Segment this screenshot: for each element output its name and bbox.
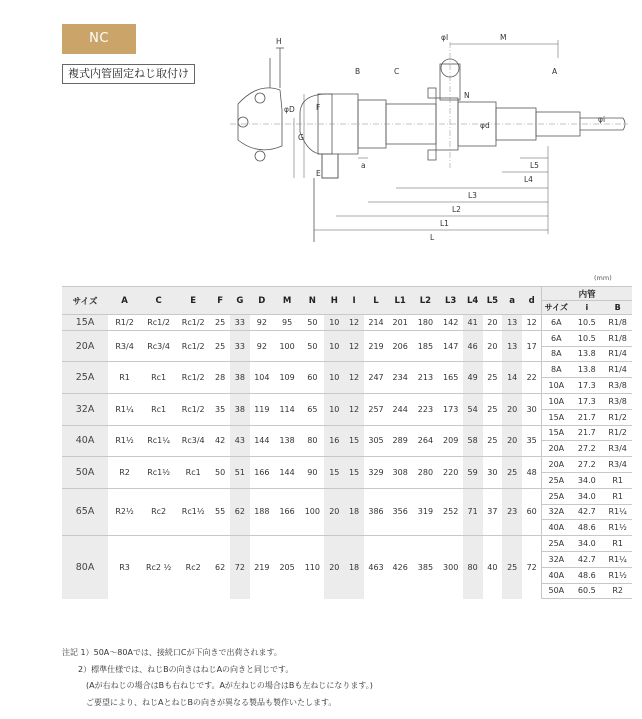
col-header: G	[230, 287, 250, 315]
table-cell: Rc3/4	[141, 330, 176, 362]
table-cell: 10	[324, 330, 344, 362]
col-header: H	[324, 287, 344, 315]
table-cell: 206	[388, 330, 412, 362]
inner-col-header: B	[603, 301, 632, 315]
table-cell: 12	[522, 315, 542, 331]
inner-cell: 15A	[542, 409, 571, 425]
table-cell: 15	[344, 457, 364, 489]
col-header: E	[176, 287, 210, 315]
table-cell: 42	[210, 425, 230, 457]
inner-cell: 27.2	[570, 441, 603, 457]
inner-cell: 42.7	[570, 551, 603, 567]
table-cell: 319	[412, 488, 438, 535]
table-cell: 38	[230, 393, 250, 425]
inner-cell: R1/2	[603, 425, 632, 441]
table-row	[62, 536, 632, 552]
inner-cell: R1½	[603, 520, 632, 536]
table-cell: 25	[502, 536, 522, 599]
inner-cell: 60.5	[570, 583, 603, 599]
table-cell: Rc1/2	[141, 315, 176, 331]
inner-cell: R1/4	[603, 362, 632, 378]
col-header: サイズ	[62, 287, 108, 315]
inner-cell: R1/8	[603, 315, 632, 331]
table-cell: 12	[344, 362, 364, 394]
table-cell: 50	[210, 457, 230, 489]
table-cell: Rc2 ½	[141, 536, 176, 599]
table-cell: R1	[108, 362, 141, 394]
table-cell: 62	[230, 488, 250, 535]
col-header: D	[250, 287, 274, 315]
drawing-label: L3	[468, 191, 477, 200]
table-cell: 80	[463, 536, 483, 599]
inner-cell: 13.8	[570, 362, 603, 378]
table-cell: 60	[300, 362, 324, 394]
table-row	[62, 315, 632, 331]
inner-cell: 25A	[542, 536, 571, 552]
table-cell: 214	[364, 315, 388, 331]
inner-cell: 40A	[542, 520, 571, 536]
inner-cell: 34.0	[570, 472, 603, 488]
table-cell: 48	[522, 457, 542, 489]
drawing-label: G	[298, 133, 304, 142]
drawing-svg	[218, 28, 632, 242]
inner-cell: 25A	[542, 472, 571, 488]
table-cell: 329	[364, 457, 388, 489]
table-cell: 185	[412, 330, 438, 362]
drawing-label: φi	[598, 115, 606, 124]
table-cell: 54	[463, 393, 483, 425]
table-cell: 38	[230, 362, 250, 394]
inner-cell: 21.7	[570, 425, 603, 441]
table-cell: Rc1/2	[176, 362, 210, 394]
table-cell: 305	[364, 425, 388, 457]
drawing-label: H	[276, 37, 282, 46]
table-row	[62, 488, 632, 504]
table-cell: 40	[483, 536, 503, 599]
table-cell: 20	[324, 536, 344, 599]
table-row	[62, 330, 632, 346]
table-cell: 166	[274, 488, 300, 535]
table-cell: 35	[210, 393, 230, 425]
drawing-label: B	[355, 67, 361, 76]
drawing-label: L2	[452, 205, 461, 214]
inner-cell: 20A	[542, 457, 571, 473]
table-cell: 65	[300, 393, 324, 425]
table-cell: 100	[274, 330, 300, 362]
table-cell: 209	[439, 425, 463, 457]
table-cell: 92	[250, 330, 274, 362]
table-cell: 308	[388, 457, 412, 489]
inner-cell: 32A	[542, 551, 571, 567]
table-cell: Rc1	[176, 457, 210, 489]
table-cell: 10	[324, 362, 344, 394]
table-cell: Rc1¼	[141, 425, 176, 457]
table-cell: 219	[364, 330, 388, 362]
table-cell: 59	[463, 457, 483, 489]
inner-cell: R2	[603, 583, 632, 599]
table-cell: 49	[463, 362, 483, 394]
product-subtitle: 複式内管固定ねじ取付け	[62, 64, 195, 84]
table-cell: 41	[463, 315, 483, 331]
table-cell: 12	[344, 330, 364, 362]
col-header: d	[522, 287, 542, 315]
table-cell: 23	[502, 488, 522, 535]
table-cell: Rc1/2	[176, 330, 210, 362]
table-cell: 166	[250, 457, 274, 489]
size-cell: 40A	[62, 425, 108, 457]
inner-cell: 17.3	[570, 393, 603, 409]
table-cell: 12	[344, 315, 364, 331]
inner-cell: 13.8	[570, 346, 603, 362]
table-cell: Rc1	[141, 393, 176, 425]
table-cell: 201	[388, 315, 412, 331]
table-cell: 17	[522, 330, 542, 362]
drawing-label: M	[500, 33, 507, 42]
table-cell: 300	[439, 536, 463, 599]
inner-cell: 8A	[542, 346, 571, 362]
drawing-label: A	[552, 67, 558, 76]
col-header: F	[210, 287, 230, 315]
inner-cell: 48.6	[570, 520, 603, 536]
inner-cell: 48.6	[570, 567, 603, 583]
table-cell: 114	[274, 393, 300, 425]
table-cell: 144	[250, 425, 274, 457]
table-row	[62, 393, 632, 409]
table-cell: 165	[439, 362, 463, 394]
table-cell: 147	[439, 330, 463, 362]
table-cell: 356	[388, 488, 412, 535]
table-cell: 104	[250, 362, 274, 394]
table-cell: 25	[210, 315, 230, 331]
table-cell: 62	[210, 536, 230, 599]
inner-cell: 32A	[542, 504, 571, 520]
inner-cell: R1	[603, 536, 632, 552]
table-cell: 213	[412, 362, 438, 394]
table-cell: 25	[483, 393, 503, 425]
table-cell: R3/4	[108, 330, 141, 362]
table-cell: 20	[502, 425, 522, 457]
note-3: (Aが右ねじの場合はBも右ねじです。Aが左ねじの場合はBも左ねじになります。)	[86, 681, 373, 690]
drawing-label: φD	[284, 105, 295, 114]
inner-cell: 10A	[542, 393, 571, 409]
drawing-label: a	[361, 161, 366, 170]
spec-table	[62, 286, 632, 599]
inner-cell: 40A	[542, 567, 571, 583]
col-header: L1	[388, 287, 412, 315]
table-cell: 14	[502, 362, 522, 394]
table-cell: 20	[483, 315, 503, 331]
size-cell: 65A	[62, 488, 108, 535]
inner-cell: 17.3	[570, 378, 603, 394]
table-cell: 58	[463, 425, 483, 457]
table-cell: 10	[324, 393, 344, 425]
inner-cell: R3/8	[603, 378, 632, 394]
inner-cell: R3/4	[603, 457, 632, 473]
inner-cell: R3/8	[603, 393, 632, 409]
inner-cell: 27.2	[570, 457, 603, 473]
col-header: I	[344, 287, 364, 315]
table-cell: 90	[300, 457, 324, 489]
col-header: C	[141, 287, 176, 315]
table-cell: 33	[230, 330, 250, 362]
table-cell: 257	[364, 393, 388, 425]
table-cell: 426	[388, 536, 412, 599]
table-cell: 264	[412, 425, 438, 457]
table-cell: 72	[230, 536, 250, 599]
table-cell: Rc2	[141, 488, 176, 535]
spec-table-body	[62, 315, 632, 599]
drawing-label: E	[316, 169, 321, 178]
table-cell: Rc2	[176, 536, 210, 599]
table-cell: 223	[412, 393, 438, 425]
table-cell: R2	[108, 457, 141, 489]
table-cell: 55	[210, 488, 230, 535]
table-cell: 10	[324, 315, 344, 331]
table-cell: R1½	[108, 425, 141, 457]
table-cell: 280	[412, 457, 438, 489]
table-cell: Rc1½	[141, 457, 176, 489]
inner-cell: 10.5	[570, 330, 603, 346]
table-cell: 247	[364, 362, 388, 394]
table-cell: 18	[344, 536, 364, 599]
table-cell: 220	[439, 457, 463, 489]
inner-cell: 21.7	[570, 409, 603, 425]
table-cell: 28	[210, 362, 230, 394]
drawing-label: L	[430, 233, 435, 242]
table-cell: 234	[388, 362, 412, 394]
inner-cell: R3/4	[603, 441, 632, 457]
table-cell: 46	[463, 330, 483, 362]
table-cell: 25	[210, 330, 230, 362]
table-cell: R1¼	[108, 393, 141, 425]
table-cell: 119	[250, 393, 274, 425]
table-cell: R2½	[108, 488, 141, 535]
col-header: L2	[412, 287, 438, 315]
size-cell: 20A	[62, 330, 108, 362]
table-cell: 92	[250, 315, 274, 331]
inner-cell: R1/2	[603, 409, 632, 425]
drawing-label: N	[464, 91, 470, 100]
inner-cell: R1/4	[603, 346, 632, 362]
drawing-label: C	[394, 67, 400, 76]
table-cell: 25	[483, 425, 503, 457]
table-cell: 51	[230, 457, 250, 489]
inner-col-header: サイズ	[542, 301, 571, 315]
col-header: L	[364, 287, 388, 315]
drawing-label: L1	[440, 219, 449, 228]
col-header: a	[502, 287, 522, 315]
table-cell: 252	[439, 488, 463, 535]
note-4: ご要望により、ねじAとねじBの向きが異なる製品も製作いたします。	[86, 697, 337, 707]
size-cell: 15A	[62, 315, 108, 331]
table-cell: Rc1/2	[176, 393, 210, 425]
table-cell: 72	[522, 536, 542, 599]
size-cell: 50A	[62, 457, 108, 489]
table-cell: 463	[364, 536, 388, 599]
table-cell: 144	[274, 457, 300, 489]
notes	[62, 645, 632, 711]
table-cell: 20	[502, 393, 522, 425]
table-cell: 180	[412, 315, 438, 331]
inner-cell: 25A	[542, 488, 571, 504]
col-header: A	[108, 287, 141, 315]
table-cell: 60	[522, 488, 542, 535]
table-cell: 138	[274, 425, 300, 457]
table-cell: 33	[230, 315, 250, 331]
table-cell: 13	[502, 330, 522, 362]
table-cell: Rc3/4	[176, 425, 210, 457]
table-row	[62, 362, 632, 378]
inner-cell: 15A	[542, 425, 571, 441]
table-cell: 50	[300, 330, 324, 362]
size-cell: 32A	[62, 393, 108, 425]
table-cell: 43	[230, 425, 250, 457]
table-cell: 20	[483, 330, 503, 362]
inner-cell: 50A	[542, 583, 571, 599]
table-cell: 110	[300, 536, 324, 599]
table-cell: 173	[439, 393, 463, 425]
inner-cell: 6A	[542, 315, 571, 331]
table-cell: 205	[274, 536, 300, 599]
table-cell: 50	[300, 315, 324, 331]
inner-cell: 10.5	[570, 315, 603, 331]
inner-pipe-header: 内管	[542, 287, 632, 301]
technical-drawing	[218, 28, 632, 242]
drawing-label: F	[316, 103, 321, 112]
note-2: 2）標準仕様では、ねじBの向きはねじAの向きと同じです。	[78, 664, 294, 674]
note-1: 注記 1）50A～80Aでは、接続口Cが下向きで出荷されます。	[62, 648, 282, 657]
table-cell: 13	[502, 315, 522, 331]
table-cell: 16	[324, 425, 344, 457]
inner-cell: 42.7	[570, 504, 603, 520]
table-cell: 12	[344, 393, 364, 425]
unit-label: (mm)	[594, 274, 612, 282]
table-cell: 71	[463, 488, 483, 535]
table-cell: 289	[388, 425, 412, 457]
inner-cell: 34.0	[570, 536, 603, 552]
col-header: M	[274, 287, 300, 315]
table-cell: 100	[300, 488, 324, 535]
table-row	[62, 425, 632, 441]
table-cell: Rc1	[141, 362, 176, 394]
inner-cell: 6A	[542, 330, 571, 346]
table-cell: 37	[483, 488, 503, 535]
inner-cell: 34.0	[570, 488, 603, 504]
drawing-label: L4	[524, 175, 533, 184]
drawing-label: L5	[530, 161, 539, 170]
table-cell: R3	[108, 536, 141, 599]
table-cell: 95	[274, 315, 300, 331]
table-cell: 30	[522, 393, 542, 425]
inner-cell: R1½	[603, 567, 632, 583]
col-header: L5	[483, 287, 503, 315]
table-cell: 25	[502, 457, 522, 489]
table-cell: 22	[522, 362, 542, 394]
table-cell: 188	[250, 488, 274, 535]
table-cell: 142	[439, 315, 463, 331]
table-cell: 15	[344, 425, 364, 457]
table-cell: 30	[483, 457, 503, 489]
table-cell: 386	[364, 488, 388, 535]
col-header: N	[300, 287, 324, 315]
table-cell: 109	[274, 362, 300, 394]
table-cell: R1/2	[108, 315, 141, 331]
table-row	[62, 457, 632, 473]
table-cell: 18	[344, 488, 364, 535]
inner-cell: 10A	[542, 378, 571, 394]
inner-cell: R1	[603, 472, 632, 488]
col-header: L3	[439, 287, 463, 315]
inner-cell: R1	[603, 488, 632, 504]
drawing-label: φI	[441, 33, 449, 42]
size-cell: 25A	[62, 362, 108, 394]
size-cell: 80A	[62, 536, 108, 599]
product-code-badge: NC	[62, 24, 136, 54]
col-header: L4	[463, 287, 483, 315]
table-cell: Rc1/2	[176, 315, 210, 331]
table-cell: 385	[412, 536, 438, 599]
inner-cell: R1¼	[603, 551, 632, 567]
table-cell: 244	[388, 393, 412, 425]
drawing-label: φd	[480, 121, 490, 130]
inner-cell: 20A	[542, 441, 571, 457]
table-cell: 25	[483, 362, 503, 394]
table-cell: Rc1½	[176, 488, 210, 535]
table-cell: 15	[324, 457, 344, 489]
inner-col-header: i	[570, 301, 603, 315]
table-cell: 80	[300, 425, 324, 457]
table-cell: 20	[324, 488, 344, 535]
inner-cell: R1/8	[603, 330, 632, 346]
table-cell: 35	[522, 425, 542, 457]
table-cell: 219	[250, 536, 274, 599]
inner-cell: R1¼	[603, 504, 632, 520]
inner-cell: 8A	[542, 362, 571, 378]
